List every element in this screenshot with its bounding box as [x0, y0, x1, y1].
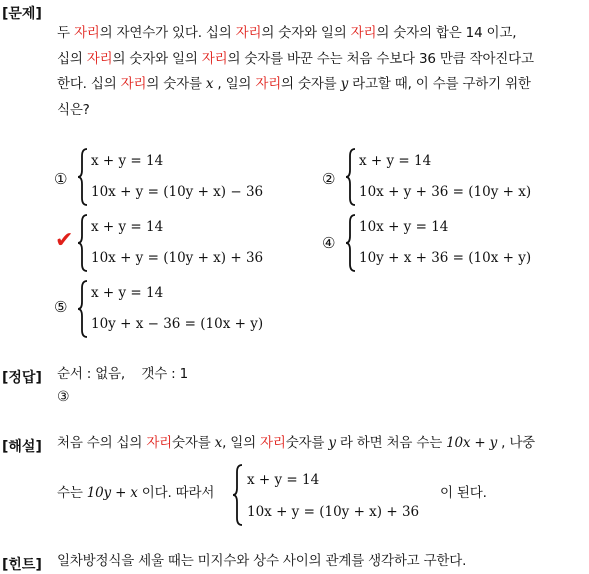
choice-4-equation-2: 10y + x + 36 = (10x + y)	[359, 250, 532, 266]
text-segment: 의 숫자를	[281, 76, 341, 92]
problem-line	[57, 20, 516, 46]
brace-icon	[77, 148, 89, 206]
keyword-highlight: 자리	[73, 25, 100, 41]
problem-line	[57, 71, 531, 97]
brace-icon	[345, 148, 357, 206]
brace-icon	[77, 280, 89, 338]
choice-4-equation-1: 10x + y = 14	[359, 219, 449, 235]
text-segment: 이다. 따라서	[137, 485, 215, 501]
text-segment: 수는	[57, 485, 87, 501]
choice-4-number[interactable]: ④	[322, 234, 336, 252]
answer-number: ③	[57, 389, 70, 405]
choice-2-number[interactable]: ②	[322, 170, 336, 188]
math-variable: x	[205, 76, 214, 92]
explanation-line-2	[57, 480, 214, 506]
keyword-highlight: 자리	[120, 76, 147, 92]
explanation-label: [해설]	[2, 439, 42, 455]
answer-summary: 순서 : 없음, 갯수 : 1	[57, 366, 188, 382]
choice-1-number[interactable]: ①	[54, 170, 68, 188]
keyword-highlight: 자리	[350, 25, 377, 41]
math-variable: 10x + y	[446, 435, 498, 451]
choice-2-equation-1: x + y = 14	[359, 153, 432, 169]
choice-5-equation-2: 10y + x − 36 = (10x + y)	[91, 316, 264, 332]
brace-icon	[345, 214, 357, 272]
keyword-highlight: 자리	[255, 76, 282, 92]
text-segment: , 나중	[497, 435, 536, 451]
explanation-equation-2: 10x + y = (10y + x) + 36	[247, 504, 420, 520]
text-segment: 한다. 십의	[57, 76, 121, 92]
checkmark-icon[interactable]: ✔	[55, 228, 74, 253]
hint-text: 일차방정식을 세울 때는 미지수와 상수 사이의 관계를 생각하고 구한다.	[57, 553, 467, 569]
choice-5-number[interactable]: ⑤	[54, 298, 68, 316]
text-segment: 의 숫자를 바꾼 수는 처음 수보다 36 만큼 작아진다고	[227, 51, 534, 67]
problem-line	[57, 46, 534, 72]
math-variable: x	[214, 435, 223, 451]
keyword-highlight: 자리	[146, 435, 173, 451]
explanation-equation-1: x + y = 14	[247, 472, 320, 488]
text-segment: 두	[57, 25, 74, 41]
math-variable: 10y + x	[86, 485, 138, 501]
text-segment: 라고할 때, 이 수를 구하기 위한	[348, 76, 531, 92]
choice-1-equation-1: x + y = 14	[91, 153, 164, 169]
text-segment: 의 자연수가 있다. 십의	[99, 25, 236, 41]
explanation-conclusion: 이 된다.	[440, 485, 487, 501]
text-segment: 의 숫자를	[146, 76, 206, 92]
choice-5-equation-1: x + y = 14	[91, 285, 164, 301]
text-segment: , 일의	[222, 435, 261, 451]
keyword-highlight: 자리	[235, 25, 262, 41]
brace-icon	[232, 464, 244, 526]
text-segment: 의 숫자와 일의	[261, 25, 351, 41]
answer-label: [정답]	[2, 370, 42, 386]
math-variable: y	[328, 435, 336, 451]
explanation-line-1	[57, 430, 535, 456]
choice-3-equation-1: x + y = 14	[91, 219, 164, 235]
text-segment: 십의	[57, 51, 87, 67]
text-segment: 숫자를	[172, 435, 215, 451]
math-variable: y	[340, 76, 349, 92]
keyword-highlight: 자리	[260, 435, 286, 451]
keyword-highlight: 자리	[201, 51, 228, 67]
text-segment: 식은?	[57, 102, 90, 118]
problem-line	[57, 97, 90, 123]
keyword-highlight: 자리	[86, 51, 113, 67]
choice-3-equation-2: 10x + y = (10y + x) + 36	[91, 250, 264, 266]
hint-label: [힌트]	[2, 557, 42, 573]
choice-2-equation-2: 10x + y + 36 = (10y + x)	[359, 184, 532, 200]
text-segment: 숫자를	[285, 435, 329, 451]
problem-label: [문제]	[2, 6, 42, 22]
text-segment: 의 숫자와 일의	[112, 51, 202, 67]
text-segment: 라 하면 처음 수는	[335, 435, 447, 451]
brace-icon	[77, 214, 89, 272]
text-segment: , 일의	[213, 76, 256, 92]
text-segment: 의 숫자의 합은 14 이고,	[376, 25, 517, 41]
choice-1-equation-2: 10x + y = (10y + x) − 36	[91, 184, 264, 200]
text-segment: 처음 수의 십의	[57, 435, 147, 451]
